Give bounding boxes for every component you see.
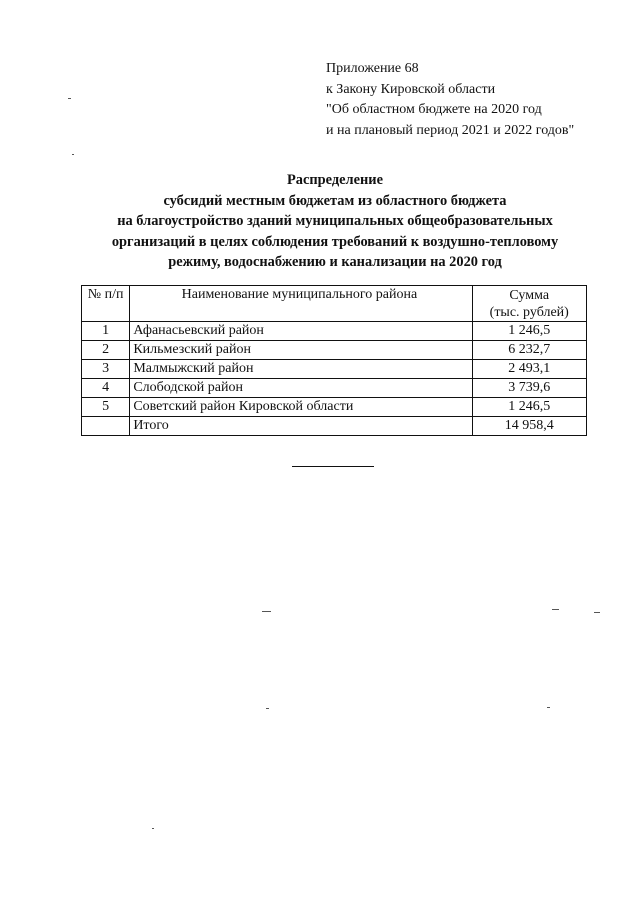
scan-speck	[547, 707, 550, 708]
row-num: 1	[82, 322, 130, 341]
appendix-line: к Закону Кировской области	[326, 81, 496, 97]
row-name: Слободской район	[130, 379, 472, 398]
appendix-line: Приложение 68	[326, 61, 419, 76]
table-row	[82, 341, 587, 360]
scan-speck	[552, 609, 559, 610]
scan-speck	[262, 611, 271, 612]
header-num: № п/п	[82, 286, 130, 322]
row-name: Кильмезский район	[130, 341, 472, 360]
title-line: субсидий местным бюджетам из областного бюджета	[163, 192, 507, 209]
row-sum: 1 246,5	[472, 398, 587, 417]
row-num: 4	[82, 379, 130, 398]
header-name: Наименование муниципального района	[130, 286, 472, 322]
scan-speck	[266, 708, 269, 709]
table-row	[82, 322, 587, 341]
row-num: 2	[82, 341, 130, 360]
table-row	[82, 379, 587, 398]
row-sum: 2 493,1	[472, 360, 587, 379]
title-line: на благоустройство зданий муниципальных общеобразовательных	[117, 213, 553, 229]
document-title	[60, 170, 610, 273]
row-name: Малмыжский район	[130, 360, 472, 379]
row-num: 3	[82, 360, 130, 379]
row-sum: 1 246,5	[472, 322, 587, 341]
row-sum: 6 232,7	[472, 341, 587, 360]
table-row	[82, 398, 587, 417]
scan-speck	[594, 612, 600, 613]
title-line: организаций в целях соблюдения требований к воздушно-тепловому	[111, 233, 559, 250]
table-total-row	[82, 417, 587, 436]
title-line: Распределение	[287, 172, 383, 188]
header-sum	[472, 286, 587, 322]
appendix-line: "Об областном бюджете на 2020 год	[326, 102, 542, 117]
total-label: Итого	[130, 417, 472, 436]
header-sum-title: Сумма	[509, 288, 550, 303]
row-sum: 3 739,6	[472, 379, 587, 398]
end-rule	[292, 466, 374, 467]
header-sum-unit: (тыс. рублей)	[489, 305, 569, 320]
appendix-line: и на плановый период 2021 и 2022 годов"	[326, 122, 575, 138]
total-num	[82, 417, 130, 436]
subsidy-table	[81, 285, 587, 436]
row-name: Советский район Кировской области	[130, 398, 472, 417]
title-line: режиму, водоснабжению и канализации на 2020 год	[168, 254, 502, 270]
appendix-note	[326, 59, 574, 141]
scan-speck	[72, 154, 74, 155]
scan-speck	[68, 98, 71, 99]
table-row	[82, 360, 587, 379]
row-name: Афанасьевский район	[130, 322, 472, 341]
scan-speck	[152, 828, 154, 829]
total-sum: 14 958,4	[472, 417, 587, 436]
table-header-row	[82, 286, 587, 322]
row-num: 5	[82, 398, 130, 417]
